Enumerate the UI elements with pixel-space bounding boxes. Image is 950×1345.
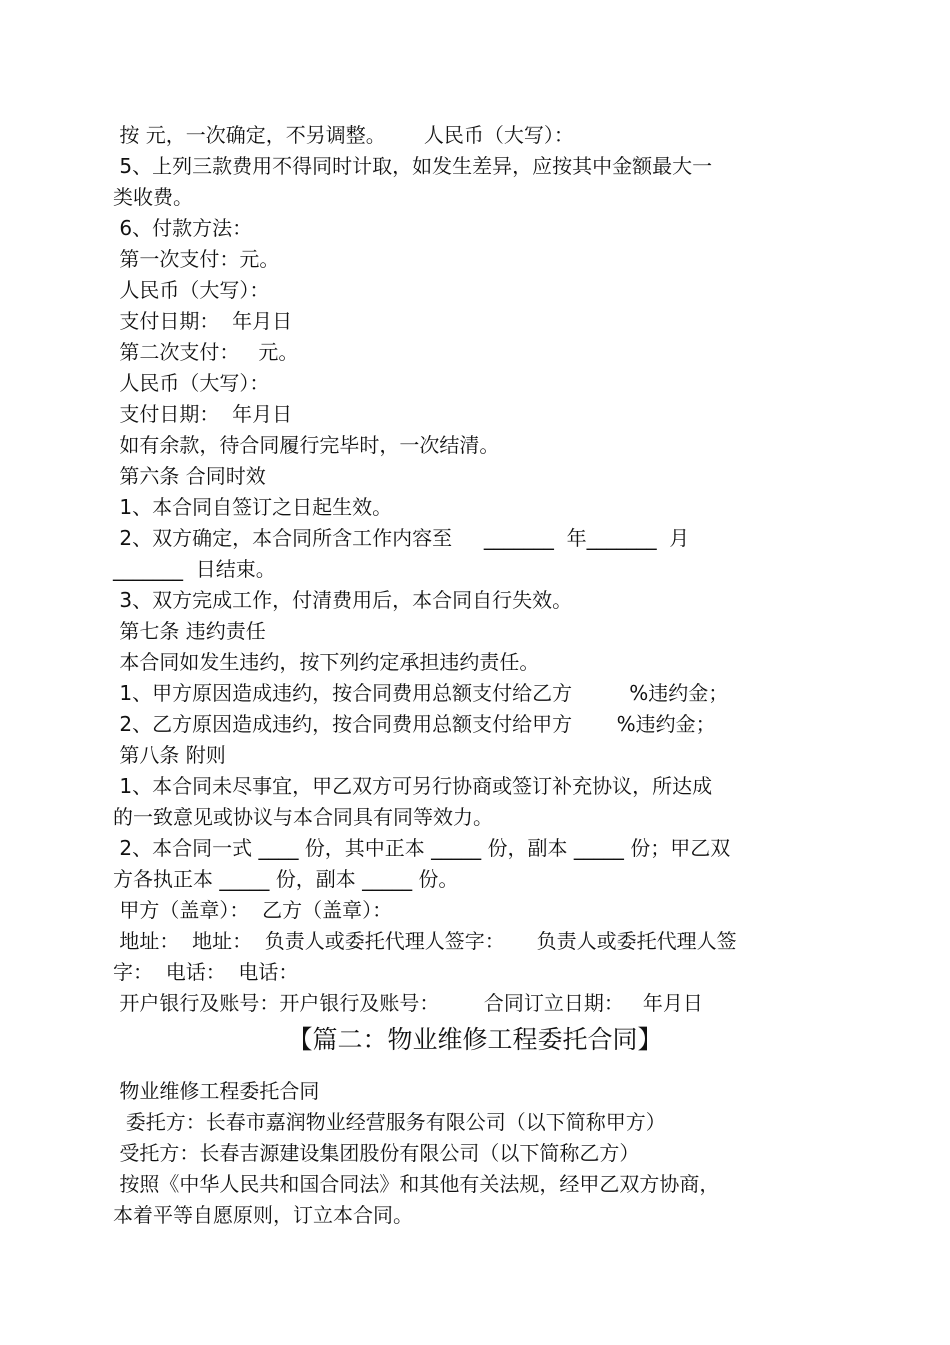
text-line: 支付日期： 年月日 [113, 309, 293, 333]
text-line: 方各执正本 _____ 份，副本 _____ 份。 [113, 867, 459, 891]
text-line: 1、本合同未尽事宜，甲乙双方可另行协商或签订补充协议，所达成 [113, 774, 713, 798]
signature-line: 开户银行及账号：开户银行及账号： 合同订立日期： 年月日 [113, 991, 703, 1015]
text-line: 2、乙方原因造成违约，按合同费用总额支付给甲方 %违约金； [113, 712, 716, 736]
text-line: 类收费。 [113, 185, 193, 209]
text-line: 1、本合同自签订之日起生效。 [113, 495, 393, 519]
text-line: 6、付款方法： [113, 216, 253, 240]
signature-line: 地址： 地址： 负责人或委托代理人签字： 负责人或委托代理人签 [113, 929, 737, 953]
text-line: 按 元，一次确定，不另调整。 人民币（大写）： [113, 123, 574, 147]
text-line: 3、双方完成工作，付清费用后，本合同自行失效。 [113, 588, 573, 612]
text-line: 物业维修工程委托合同 [113, 1079, 320, 1103]
text-line: 第一次支付：元。 [113, 247, 280, 271]
text-line: 本着平等自愿原则，订立本合同。 [113, 1203, 413, 1227]
text-line: 的一致意见或协议与本合同具有同等效力。 [113, 805, 493, 829]
section-heading-article-7: 第七条 违约责任 [113, 619, 266, 643]
text-line: 本合同如发生违约，按下列约定承担违约责任。 [113, 650, 540, 674]
text-line: 如有余款，待合同履行完毕时，一次结清。 [113, 433, 500, 457]
text-line: 人民币（大写）： [113, 371, 270, 395]
signature-line: 字： 电话： 电话： [113, 960, 299, 984]
signature-line: 甲方（盖章）： 乙方（盖章）： [113, 898, 393, 922]
text-line: 人民币（大写）： [113, 278, 270, 302]
text-line: 5、上列三款费用不得同时计取，如发生差异，应按其中金额最大一 [113, 154, 713, 178]
text-line: 支付日期： 年月日 [113, 402, 293, 426]
section-title: 【篇二：物业维修工程委托合同】 [287, 1025, 663, 1054]
text-line: 受托方：长春吉源建设集团股份有限公司（以下简称乙方） [113, 1141, 640, 1165]
text-line: 1、甲方原因造成违约，按合同费用总额支付给乙方 %违约金； [113, 681, 729, 705]
text-line: 2、双方确定，本合同所含工作内容至 _______ 年_______ 月 [113, 526, 690, 550]
text-line: 2、本合同一式 ____ 份，其中正本 _____ 份，副本 _____ 份；甲乙双 [113, 836, 731, 860]
text-line: 第二次支付： 元。 [113, 340, 299, 364]
section-heading-article-8: 第八条 附则 [113, 743, 226, 767]
text-line: _______ 日结束。 [113, 557, 276, 581]
text-line: 按照《中华人民共和国合同法》和其他有关法规，经甲乙双方协商， [113, 1172, 720, 1196]
text-line: 委托方：长春市嘉润物业经营服务有限公司（以下简称甲方） [113, 1110, 666, 1134]
section-heading-article-6: 第六条 合同时效 [113, 464, 266, 488]
